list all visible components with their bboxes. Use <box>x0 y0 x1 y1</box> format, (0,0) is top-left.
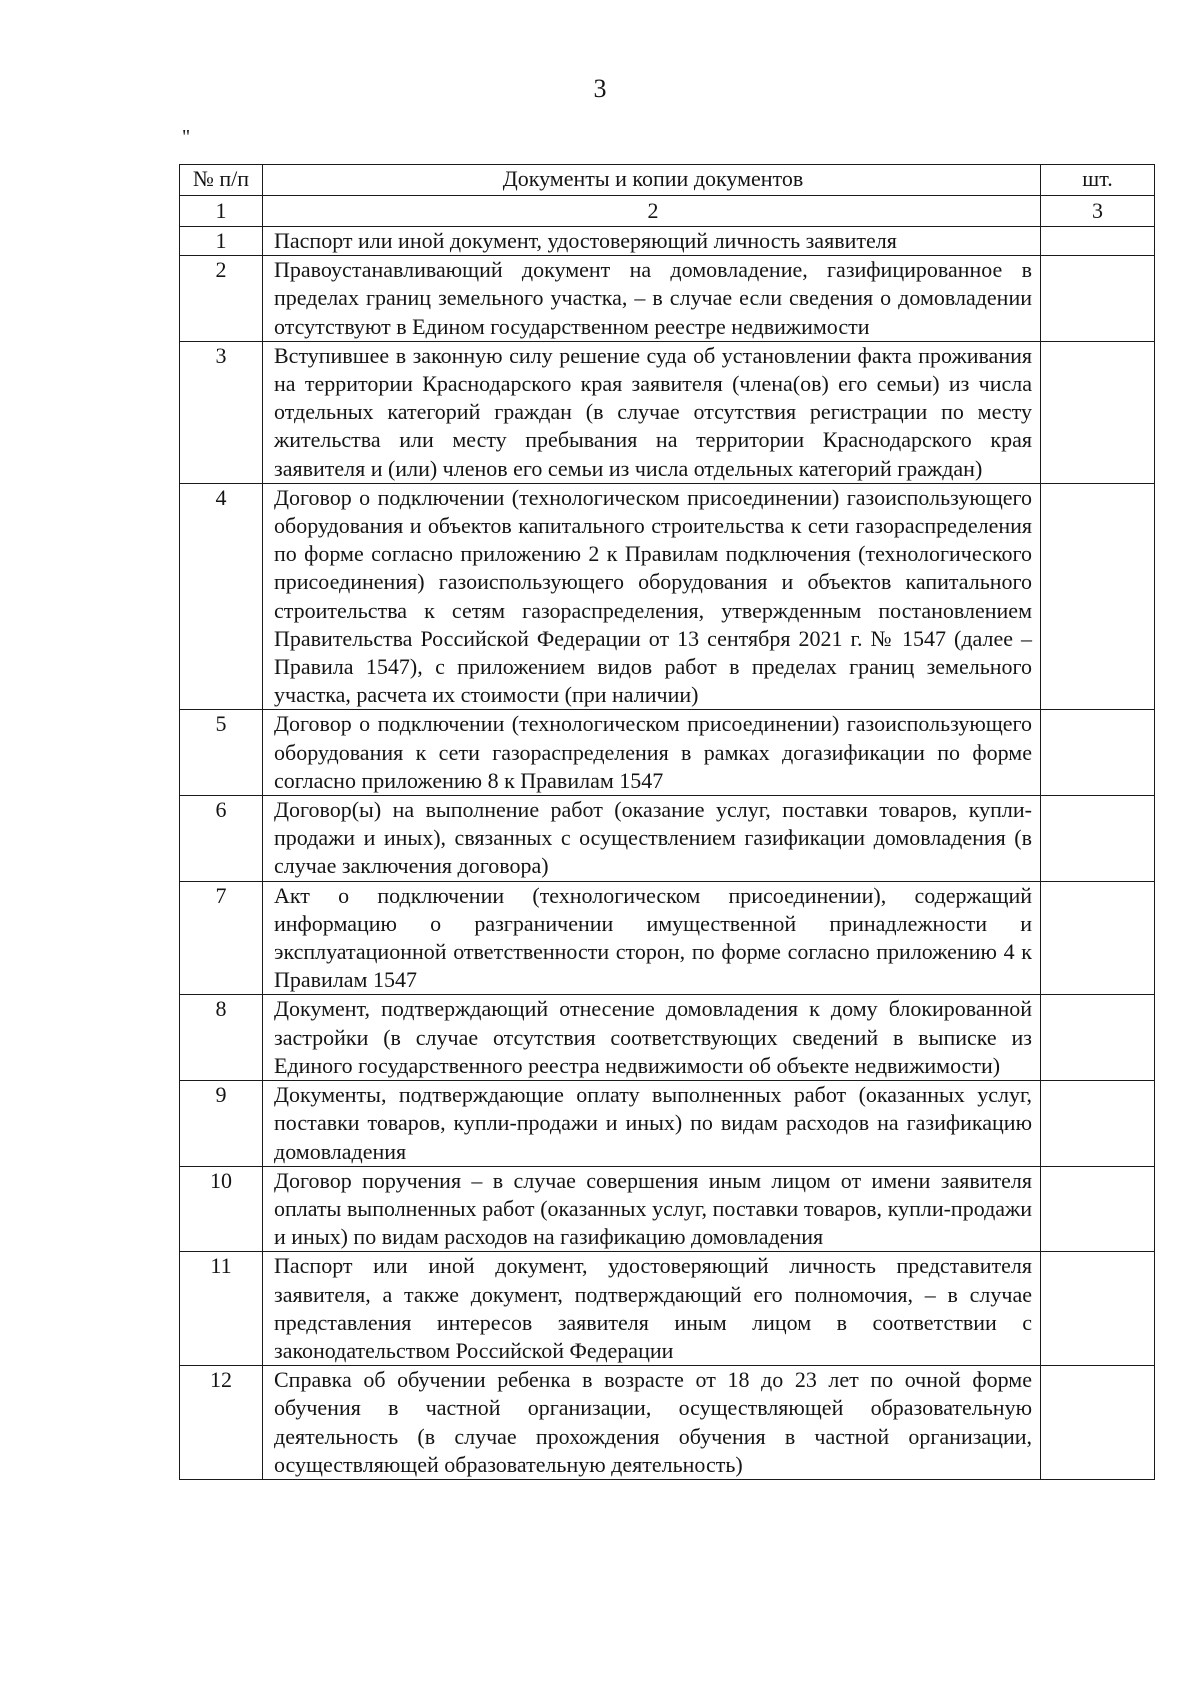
row-number: 4 <box>180 483 263 710</box>
row-document: Договор о подключении (технологическом присоединении) газоиспользующего оборудования к сети газораспределения в рамках догазификации по форме согласно приложению 8 к Правилам 1547 <box>263 710 1041 796</box>
row-quantity <box>1041 1166 1155 1252</box>
row-document: Документ, подтверждающий отнесение домовладения к дому блокированной застройки (в случае отсутствия соответствующих сведений в выписке из Единого государственного реестра недвижимости об объекте недвижимости) <box>263 995 1041 1081</box>
table-row <box>180 256 1155 342</box>
documents-table <box>179 164 1155 1480</box>
row-quantity <box>1041 227 1155 256</box>
row-quantity <box>1041 1252 1155 1366</box>
row-number: 12 <box>180 1366 263 1480</box>
row-quantity <box>1041 995 1155 1081</box>
header-quantity: шт. <box>1041 165 1155 196</box>
table-row <box>180 227 1155 256</box>
row-document: Правоустанавливающий документ на домовладение, газифицированное в пределах границ земельного участка, – в случае если сведения о домовладении отсутствуют в Едином государственном реестре недвижимости <box>263 256 1041 342</box>
row-quantity <box>1041 796 1155 882</box>
row-document: Договор поручения – в случае совершения иным лицом от имени заявителя оплаты выполненных работ (оказанных услуг, поставки товаров, купли-продажи и иных) по видам расходов на газификацию домовладения <box>263 1166 1041 1252</box>
table-row <box>180 1252 1155 1366</box>
row-document: Вступившее в законную силу решение суда об установлении факта проживания на территории Краснодарского края заявителя (члена(ов) его семьи) из числа отдельных категорий граждан (в случае отсутствия регистрации по месту жительства или месту пребывания на территории Краснодарского края заявителя и (или) членов его семьи из числа отдельных категорий граждан) <box>263 341 1041 483</box>
opening-quote-mark: " <box>182 126 191 148</box>
row-number: 10 <box>180 1166 263 1252</box>
row-document: Справка об обучении ребенка в возрасте от 18 до 23 лет по очной форме обучения в частной организации, осуществляющей образовательную деятельность (в случае прохождения обучения в частной организации, осуществляющей образовательную деятельность) <box>263 1366 1041 1480</box>
table-row <box>180 1166 1155 1252</box>
row-quantity <box>1041 1366 1155 1480</box>
row-quantity <box>1041 256 1155 342</box>
row-document: Договор о подключении (технологическом присоединении) газоиспользующего оборудования и объектов капитального строительства к сети газораспределения по форме согласно приложению 2 к Правилам подключения (технологического присоединения) газоиспользующего оборудования и объектов капитального строительства к сетям газораспределения, утвержденным постановлением Правительства Российской Федерации от 13 сентября 2021 г. № 1547 (далее – Правила 1547), с приложением видов работ в пределах границ земельного участка, расчета их стоимости (при наличии) <box>263 483 1041 710</box>
table-header-row <box>180 165 1155 196</box>
index-cell-2: 2 <box>263 196 1041 227</box>
row-document: Договор(ы) на выполнение работ (оказание услуг, поставки товаров, купли-продажи и иных), связанных с осуществлением газификации домовладения (в случае заключения договора) <box>263 796 1041 882</box>
header-number: № п/п <box>180 165 263 196</box>
row-document: Паспорт или иной документ, удостоверяющий личность представителя заявителя, а также документ, подтверждающий его полномочия, – в случае представления интересов заявителя иным лицом в соответствии с законодательством Российской Федерации <box>263 1252 1041 1366</box>
row-number: 5 <box>180 710 263 796</box>
table-row <box>180 796 1155 882</box>
table-row <box>180 710 1155 796</box>
index-cell-3: 3 <box>1041 196 1155 227</box>
row-quantity <box>1041 341 1155 483</box>
row-document: Акт о подключении (технологическом присоединении), содержащий информацию о разграничении имущественной принадлежности и эксплуатационной ответственности сторон, по форме согласно приложению 4 к Правилам 1547 <box>263 881 1041 995</box>
row-number: 9 <box>180 1081 263 1167</box>
table-row <box>180 995 1155 1081</box>
column-index-row <box>180 196 1155 227</box>
table-row <box>180 341 1155 483</box>
row-number: 8 <box>180 995 263 1081</box>
row-quantity <box>1041 1081 1155 1167</box>
index-cell-1: 1 <box>180 196 263 227</box>
row-quantity <box>1041 710 1155 796</box>
row-number: 11 <box>180 1252 263 1366</box>
row-number: 7 <box>180 881 263 995</box>
table-row <box>180 1366 1155 1480</box>
row-document: Паспорт или иной документ, удостоверяющий личность заявителя <box>263 227 1041 256</box>
page-number: 3 <box>593 74 607 103</box>
row-number: 3 <box>180 341 263 483</box>
table-row <box>180 483 1155 710</box>
row-number: 1 <box>180 227 263 256</box>
header-documents: Документы и копии документов <box>263 165 1041 196</box>
table-row <box>180 1081 1155 1167</box>
row-quantity <box>1041 483 1155 710</box>
row-quantity <box>1041 881 1155 995</box>
row-document: Документы, подтверждающие оплату выполненных работ (оказанных услуг, поставки товаров, купли-продажи и иных) по видам расходов на газификацию домовладения <box>263 1081 1041 1167</box>
table-row <box>180 881 1155 995</box>
row-number: 6 <box>180 796 263 882</box>
row-number: 2 <box>180 256 263 342</box>
